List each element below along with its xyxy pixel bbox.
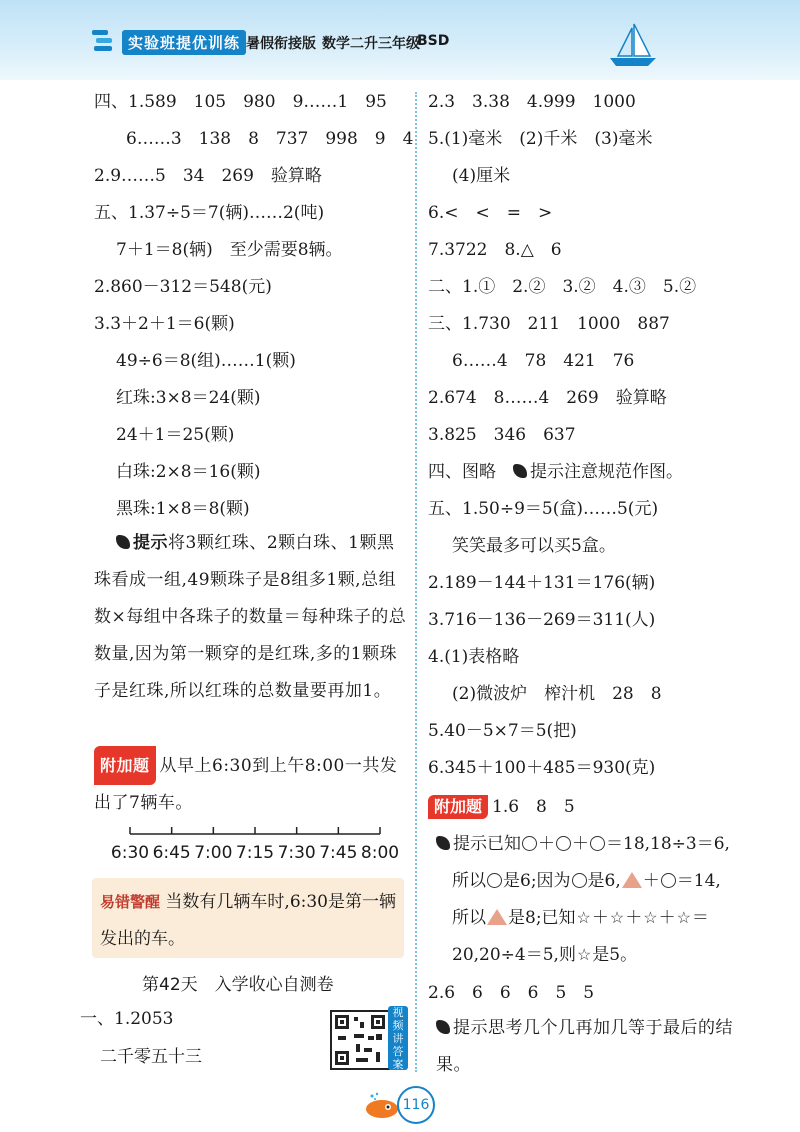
answer-line: 二千零五十三 [100, 1047, 202, 1067]
answer-line: 二、1.① 2.② 3.② 4.③ 5.② [428, 277, 697, 297]
qr-video-tag: 视频讲答案 [388, 1006, 408, 1070]
warning-text: 当数有几辆车时,6:30是第一辆发出的车。 [100, 892, 397, 949]
tip-label: 提示 [133, 533, 168, 553]
tip-text: 提示注意规范作图。 [530, 462, 683, 482]
timeline-label: 7:00 [194, 843, 233, 863]
answer-line: 2.674 8……4 269 验算略 [428, 388, 667, 408]
answer-line: 2.9……5 34 269 验算略 [94, 166, 322, 186]
tip-text: 是5。 [592, 945, 638, 965]
grade-label: 数学二升三年级 [322, 36, 420, 52]
column-divider [415, 92, 417, 1072]
answer-line: 红珠:3×8＝24(颗) [116, 388, 261, 408]
tip-line [452, 944, 637, 966]
bonus-badge: 附加题 [94, 746, 156, 785]
timeline-label: 6:30 [110, 843, 150, 863]
circle-shape [661, 873, 676, 888]
answer-line: 4.(1)表格略 [428, 647, 520, 667]
timeline-label: 6:45 [152, 843, 191, 863]
warning-text-block [100, 884, 400, 958]
answer-line: 2.860－312＝548(元) [94, 277, 272, 297]
bonus-text: 1.6 8 5 [492, 797, 575, 817]
bonus-badge: 附加题 [428, 795, 488, 819]
answer-line: 2.3 3.38 4.999 1000 [428, 92, 636, 112]
fish-mascot-icon [362, 1092, 402, 1120]
answer-line: 3.3＋2＋1＝6(颗) [94, 314, 235, 334]
star-shape: ☆ [576, 908, 591, 927]
brand-title: 实验班提优训练 [122, 30, 246, 55]
section-title: 第42天 入学收心自测卷 [142, 975, 334, 995]
answer-line: 5.40－5×7＝5(把) [428, 721, 577, 741]
warning-label: 易错警醒 [100, 893, 161, 911]
answer-line: 四、1.589 105 980 9……1 95 [94, 92, 387, 112]
star-shape: ☆ [676, 908, 691, 927]
timeline-figure [110, 824, 400, 868]
answer-line: 6……4 78 421 76 [452, 351, 635, 371]
answer-line: 黑珠:1×8＝8(颗) [116, 499, 250, 519]
tip-line: 提示已知 ＋ ＋ ＝18,18÷3＝6, [436, 833, 730, 855]
answer-line: 3.825 346 637 [428, 425, 576, 445]
answer-line: 白珠:2×8＝16(颗) [116, 462, 261, 482]
circle-shape [590, 836, 605, 851]
tip-text: 所以 [452, 908, 486, 928]
tip-paragraph [436, 1010, 756, 1084]
tip-line: 所以 是8;已知☆＋☆＋☆＋☆＝ [452, 908, 709, 928]
star-shape: ☆ [643, 908, 658, 927]
answer-line: 7.3722 8.△ 6 [428, 240, 562, 260]
tip-text: 20,20÷4＝5,则 [452, 945, 576, 965]
edition-label: 暑假衔接版 [246, 36, 316, 52]
tip-icon [116, 535, 130, 549]
tip-icon [436, 836, 450, 850]
star-shape: ☆ [576, 945, 592, 964]
answer-line: 7＋1＝8(辆) 至少需要8辆。 [116, 240, 343, 260]
circle-shape [487, 873, 502, 888]
answer-line: (4)厘米 [452, 166, 511, 186]
timeline-label: 7:45 [319, 843, 358, 863]
tip-text: 提示已知 [453, 834, 521, 854]
tip-text: ＝14, [676, 871, 721, 891]
circle-shape [522, 836, 537, 851]
circle-shape [556, 836, 571, 851]
publisher-label: BSD [417, 33, 450, 49]
timeline-label: 7:15 [235, 843, 275, 863]
answer-line: 笑笑最多可以买5盒。 [452, 536, 616, 556]
sailboat-icon [604, 20, 660, 70]
bonus-text: 从早上6:30到上午8:00一共发出了7辆车。 [94, 756, 398, 813]
triangle-shape [622, 872, 642, 888]
answer-line: 五、1.37÷5＝7(辆)……2(吨) [94, 203, 325, 223]
tip-icon [513, 464, 527, 478]
page-number: 116 [397, 1086, 435, 1124]
answer-line: 49÷6＝8(组)……1(颗) [116, 351, 296, 371]
answer-line: 5.(1)毫米 (2)千米 (3)毫米 [428, 129, 653, 149]
tip-text: 是6, [587, 871, 621, 891]
answer-line: 24＋1＝25(颗) [116, 425, 235, 445]
triangle-shape [487, 909, 507, 925]
answer-line: 五、1.50÷9＝5(盒)……5(元) [428, 499, 659, 519]
tip-text: 是8;已知 [508, 908, 576, 928]
answer-line: 2.189－144＋131＝176(辆) [428, 573, 656, 593]
qr-code-icon[interactable] [330, 1010, 390, 1070]
tip-line: 所以 是6;因为 是6, ＋ ＝14, [452, 871, 721, 891]
tip-text: 提示思考几个几再加几等于最后的结果。 [436, 1018, 733, 1075]
answer-line: 三、1.730 211 1000 887 [428, 314, 670, 334]
circle-shape [572, 873, 587, 888]
tip-paragraph [94, 525, 410, 710]
star-shape: ☆ [609, 908, 625, 927]
tip-text: 是6;因为 [503, 871, 571, 891]
tip-text: ＝18,18÷3＝6, [606, 834, 730, 854]
tip-icon [436, 1020, 450, 1034]
answer-text: 四、图略 [428, 462, 496, 482]
answer-line: (2)微波炉 榨汁机 28 8 [452, 684, 662, 704]
answer-line [428, 461, 683, 483]
answer-line: 3.716－136－269＝311(人) [428, 610, 656, 630]
answer-line: 2.6 6 6 6 5 5 [428, 983, 595, 1003]
bonus-paragraph [94, 746, 410, 822]
bonus-line [428, 795, 575, 819]
tip-text: ＝ [691, 908, 709, 928]
timeline-label: 7:30 [277, 843, 316, 863]
tip-text: 所以 [452, 871, 486, 891]
answer-line: 一、1.2053 [80, 1009, 174, 1029]
brand-logo-icon [92, 28, 114, 52]
tip-text: 将3颗红珠、2颗白珠、1颗黑珠看成一组,49颗珠子是8组多1颗,总组数×每组中各珠子的数量＝每种珠子的总数量,因为第一颗穿的是红珠,多的1颗珠子是红珠,所以红珠的总数量要再加1。 [94, 533, 407, 701]
timeline-label: 8:00 [360, 843, 400, 863]
answer-line: 6……3 138 8 737 998 9 4 [126, 129, 414, 149]
answer-line: 6.345＋100＋485＝930(克) [428, 758, 656, 778]
answer-line: 6.< < = > [428, 203, 553, 223]
